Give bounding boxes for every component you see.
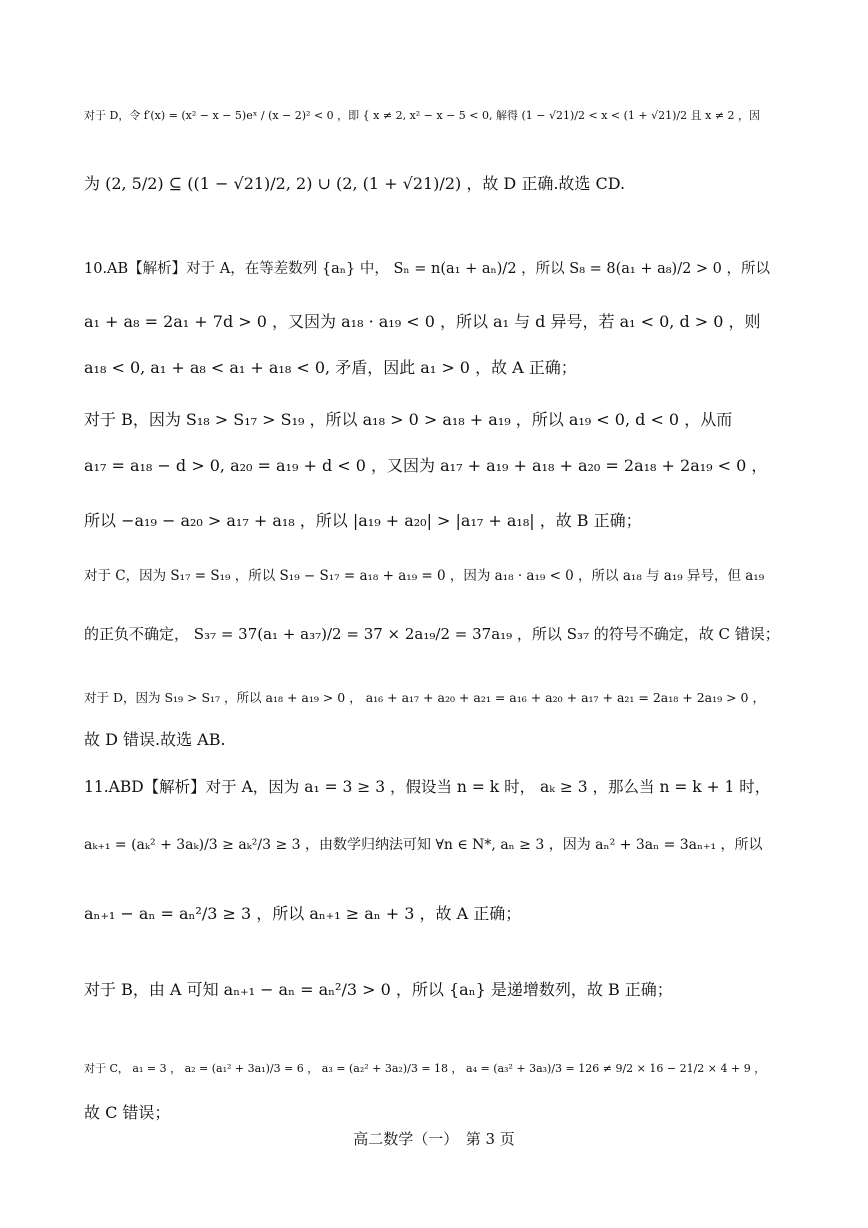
text-line: 对于 D，因为 S₁₉ > S₁₇ ，所以 a₁₈ + a₁₉ > 0 ， a₁₆ + a₁₇ + a₂₀ + a₂₁ = a₁₆ + a₂₀ + a₁₇ + a₂₁ = 2a₁₈ + 2a₁₉ > 0 ， — [84, 690, 765, 705]
text-line: 为 (2, 5/2) ⊆ ((1 − √21)/2, 2) ∪ (2, (1 + √21)/2) ，故 D 正确.故选 CD. — [84, 174, 626, 193]
text-line: a₁₈ < 0, a₁ + a₈ < a₁ + a₁₈ < 0, 矛盾，因此 a₁ > 0 ，故 A 正确； — [84, 358, 577, 377]
text-line: aₙ₊₁ − aₙ = aₙ²/3 ≥ 3 ，所以 aₙ₊₁ ≥ aₙ + 3 ，故 A 正确； — [84, 904, 522, 923]
text-line: 故 C 错误； — [84, 1103, 171, 1122]
text-line: 所以 −a₁₉ − a₂₀ > a₁₇ + a₁₈ ，所以 |a₁₉ + a₂₀| > |a₁₇ + a₁₈| ，故 B 正确； — [84, 511, 642, 530]
page-footer: 高二数学（一） 第 3 页 — [353, 1130, 515, 1148]
text-line: 的正负不确定， S₃₇ = 37(a₁ + a₃₇)/2 = 37 × 2a₁₉/2 = 37a₁₉ ，所以 S₃₇ 的符号不确定，故 C 错误； — [84, 625, 780, 643]
text-line: 10.AB【解析】对于 A，在等差数列 {aₙ} 中， Sₙ = n(a₁ + aₙ)/2 ，所以 S₈ = 8(a₁ + a₈)/2 > 0 ，所以 — [84, 261, 771, 277]
text-line: 对于 B，因为 S₁₈ > S₁₇ > S₁₉ ，所以 a₁₈ > 0 > a₁₈ + a₁₉ ，所以 a₁₉ < 0, d < 0 ，从而 — [84, 410, 733, 429]
text-line: a₁₇ = a₁₈ − d > 0, a₂₀ = a₁₉ + d < 0 ，又因为 a₁₇ + a₁₉ + a₁₈ + a₂₀ = 2a₁₈ + 2a₁₉ < 0 ， — [84, 456, 768, 475]
text-line: 对于 C， a₁ = 3 ， a₂ = (a₁² + 3a₁)/3 = 6 ， a₃ = (a₂² + 3a₂)/3 = 18 ， a₄ = (a₃² + 3a₃)/3 = 126 ≠ 9/2 × 16 − 21/2 × 4 + 9 ， — [84, 1062, 766, 1075]
text-line: a₁ + a₈ = 2a₁ + 7d > 0 ，又因为 a₁₈ · a₁₉ < 0 ，所以 a₁ 与 d 异号，若 a₁ < 0, d > 0 ，则 — [84, 312, 761, 331]
text-line: aₖ₊₁ = (aₖ² + 3aₖ)/3 ≥ aₖ²/3 ≥ 3 ，由数学归纳法可知 ∀n ∈ N*, aₙ ≥ 3 ，因为 aₙ² + 3aₙ = 3aₙ₊₁ ，所以 — [84, 837, 763, 853]
text-line: 对于 C，因为 S₁₇ = S₁₉ ，所以 S₁₉ − S₁₇ = a₁₈ + a₁₉ = 0 ，因为 a₁₈ · a₁₉ < 0 ，所以 a₁₈ 与 a₁₉ 异号，但 a₁₉ — [84, 568, 765, 584]
text-line: 11.ABD【解析】对于 A，因为 a₁ = 3 ≥ 3 ，假设当 n = k 时， aₖ ≥ 3 ，那么当 n = k + 1 时， — [84, 778, 771, 796]
text-line: 故 D 错误.故选 AB. — [84, 730, 226, 749]
text-line: 对于 D，令 f′(x) = (x² − x − 5)eˣ / (x − 2)² < 0 ，即 { x ≠ 2, x² − x − 5 < 0, 解得 (1 − √21)/2 < x < (1 + √21)/2 且 x ≠ 2 ，因 — [84, 109, 761, 122]
text-line: 对于 B，由 A 可知 aₙ₊₁ − aₙ = aₙ²/3 > 0 ，所以 {aₙ} 是递增数列，故 B 正确； — [84, 980, 673, 999]
